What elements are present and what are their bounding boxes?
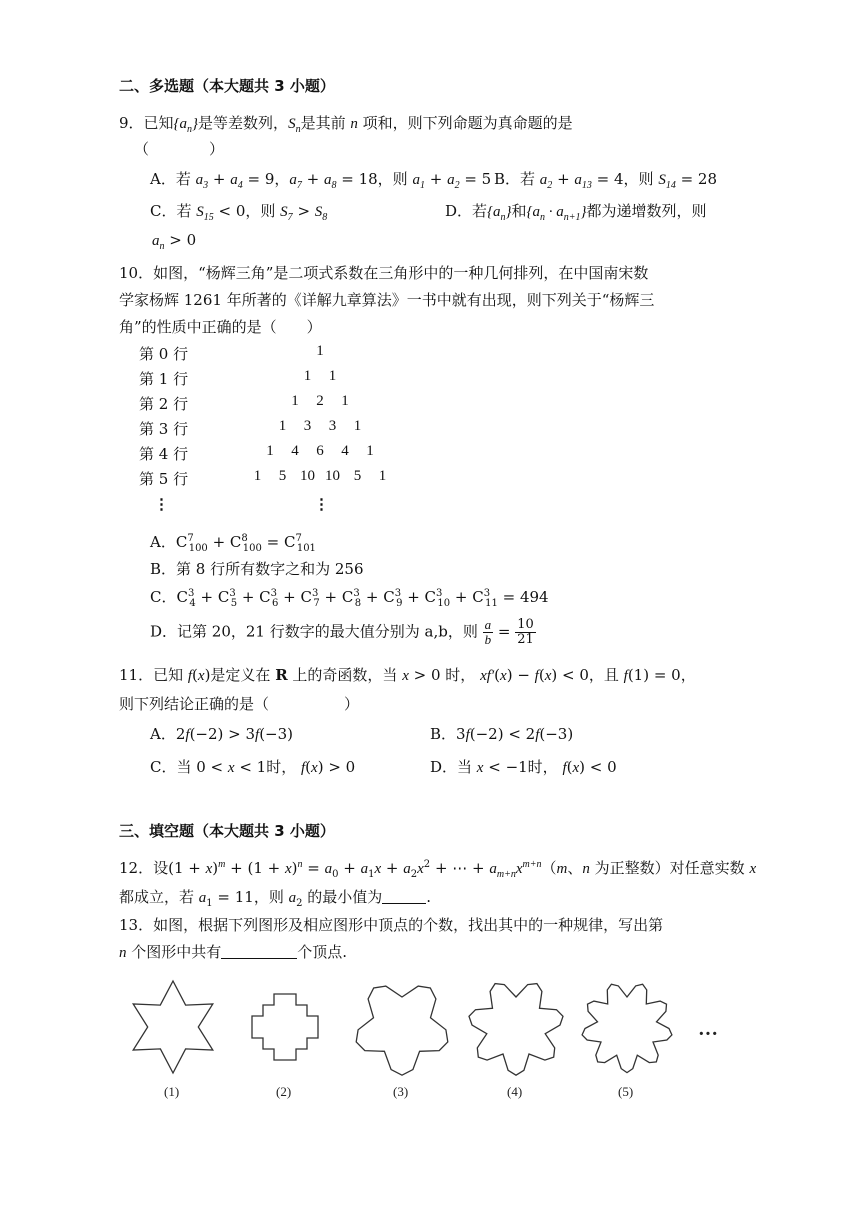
question-11-option-d: D．当 x < −1时， f(x) < 0 [430,758,617,776]
triangle-row-label: 第 4 行 [139,445,189,463]
question-12-line-2: 都成立，若 $a_1 = 11$，则 $a_2$ 的最小值为 . [119,888,432,909]
section-heading-fill-in: 三、填空题（本大题共 3 小题） [119,822,335,840]
triangle-number: 1 [353,418,362,434]
triangle-ellipsis-center: ⋮ [314,497,329,513]
figure-label: (4) [507,1084,523,1099]
question-9-option-c: C．若 $S_{15} < 0$，则 $S_7 > S_8$ [150,202,328,223]
figure-label: (2) [276,1084,292,1099]
triangle-number: 3 [328,418,337,434]
triangle-number: 1 [341,393,349,409]
question-11-option-b: B．3f(−2) < 2f(−3) [430,725,574,743]
triangle-number: 1 [316,343,324,359]
question-9-option-a: A．若 $a_3 + a_4 = 9$，$a_7 + a_8 = 18$，则 $a_1 + a_2 = 5$ [150,170,492,191]
question-12-line-1: 12．设$(1 + x)^m + (1 + x)^n = a_0 + a_1x + a_2x^2$ + ⋯ + $a_{m+n}x^{m+n}(m$、n 为正整数）对任意实数 x [119,859,757,880]
section-heading-multiple-choice: 二、多选题（本大题共 3 小题） [119,77,335,95]
question-9-stem: 9．已知$\{a_n\}$是等差数列，$S_n$是其前 n 项和，则下列命题为真命题的是 [119,114,573,135]
triangle-number: 2 [316,393,324,409]
question-13-line-2: n 个图形中共有 个顶点. [119,943,348,961]
fraction-10-over-21: $\frac{10}{21}$ [517,617,534,647]
triangle-number: 5 [353,468,362,484]
triangle-number: 10 [300,468,315,484]
figure-5-snowflake [582,984,672,1072]
triangle-number: 1 [253,468,262,484]
figure-3-snowflake [356,986,448,1075]
question-9-option-d-cont: $a_n > 0$ [152,231,197,252]
question-13-figures [120,972,740,1107]
triangle-row-label: 第 1 行 [139,370,189,388]
figure-2-cross [252,994,318,1060]
question-9-answer-paren: （ ） [134,140,225,158]
question-11-option-c: C．当 0 < x < 1时， f(x) > 0 [150,758,356,776]
question-13-line-1: 13．如图，根据下列图形及相应图形中顶点的个数，找出其中的一种规律，写出第 [119,916,664,934]
question-11-option-a: A．2f(−2) > 3f(−3) [150,725,294,743]
triangle-number: 5 [278,468,287,484]
question-9-option-b: B．若 $a_2 + a_{13} = 4$，则 $S_{14} = 28$ [494,170,718,191]
question-10-line-2: 学家杨辉 1261 年所著的《详解九章算法》一书中就有出现，则下列关于“杨辉三 [119,291,655,309]
question-11-line-1: 11．已知 f(x)是定义在 R 上的奇函数，当 x > 0 时， xf′(x) − f(x) < 0，且 f(1) = 0， [119,666,696,684]
triangle-number: 1 [291,393,299,409]
question-10-option-d: D．记第 20，21 行数字的最大值分别为 a,b，则 $\frac{a}{b}$ = $\frac{10}{21}$ [150,617,534,647]
question-10-line-1: 10．如图，“杨辉三角”是二项式系数在三角形中的一种几何排列，在中国南宋数 [119,264,649,282]
triangle-number: 10 [325,468,340,484]
question-10-option-a: A．$C^7_{100} + C^8_{100} = C^7_{101}$ [150,533,316,554]
figure-label: (3) [393,1084,409,1099]
question-9-option-d: D．若$\{a_n\}$和$\{a_n \cdot a_{n+1}\}$都为递增数列，则 [445,202,707,223]
triangle-number: 1 [366,443,374,459]
triangle-row-label: 第 3 行 [139,420,189,438]
fraction-a-over-b: $\frac{a}{b}$ [484,617,492,647]
triangle-number: 1 [328,368,337,384]
question-10-line-3: 角”的性质中正确的是（ ） [119,318,322,336]
figure-label: (1) [164,1084,180,1099]
triangle-row-label: 第 2 行 [139,395,189,413]
triangle-number: 1 [378,468,387,484]
triangle-number: 1 [266,443,274,459]
figures-ellipsis: ··· [698,1023,719,1045]
figure-4-snowflake [469,984,563,1076]
triangle-ellipsis-left: ⋮ [154,497,169,513]
figure-1-star [133,981,213,1073]
question-10-option-c: C．$C^3_4 + C^3_5 + C^3_6 + C^3_7 + C^3_8 + C^3_9 + C^3_{10} + C^3_{11} = 494$ [150,588,549,609]
triangle-number: 3 [303,418,312,434]
figure-label: (5) [618,1084,634,1099]
triangle-number: 4 [341,443,349,459]
triangle-row-label: 第 0 行 [139,345,189,363]
triangle-number: 1 [303,368,312,384]
triangle-number: 1 [278,418,287,434]
triangle-row-label: 第 5 行 [139,470,189,488]
triangle-number: 4 [291,443,299,459]
triangle-number: 6 [316,443,324,459]
question-11-line-2: 则下列结论正确的是（ ） [119,695,360,713]
question-10-option-b: B．第 8 行所有数字之和为 256 [150,560,364,578]
